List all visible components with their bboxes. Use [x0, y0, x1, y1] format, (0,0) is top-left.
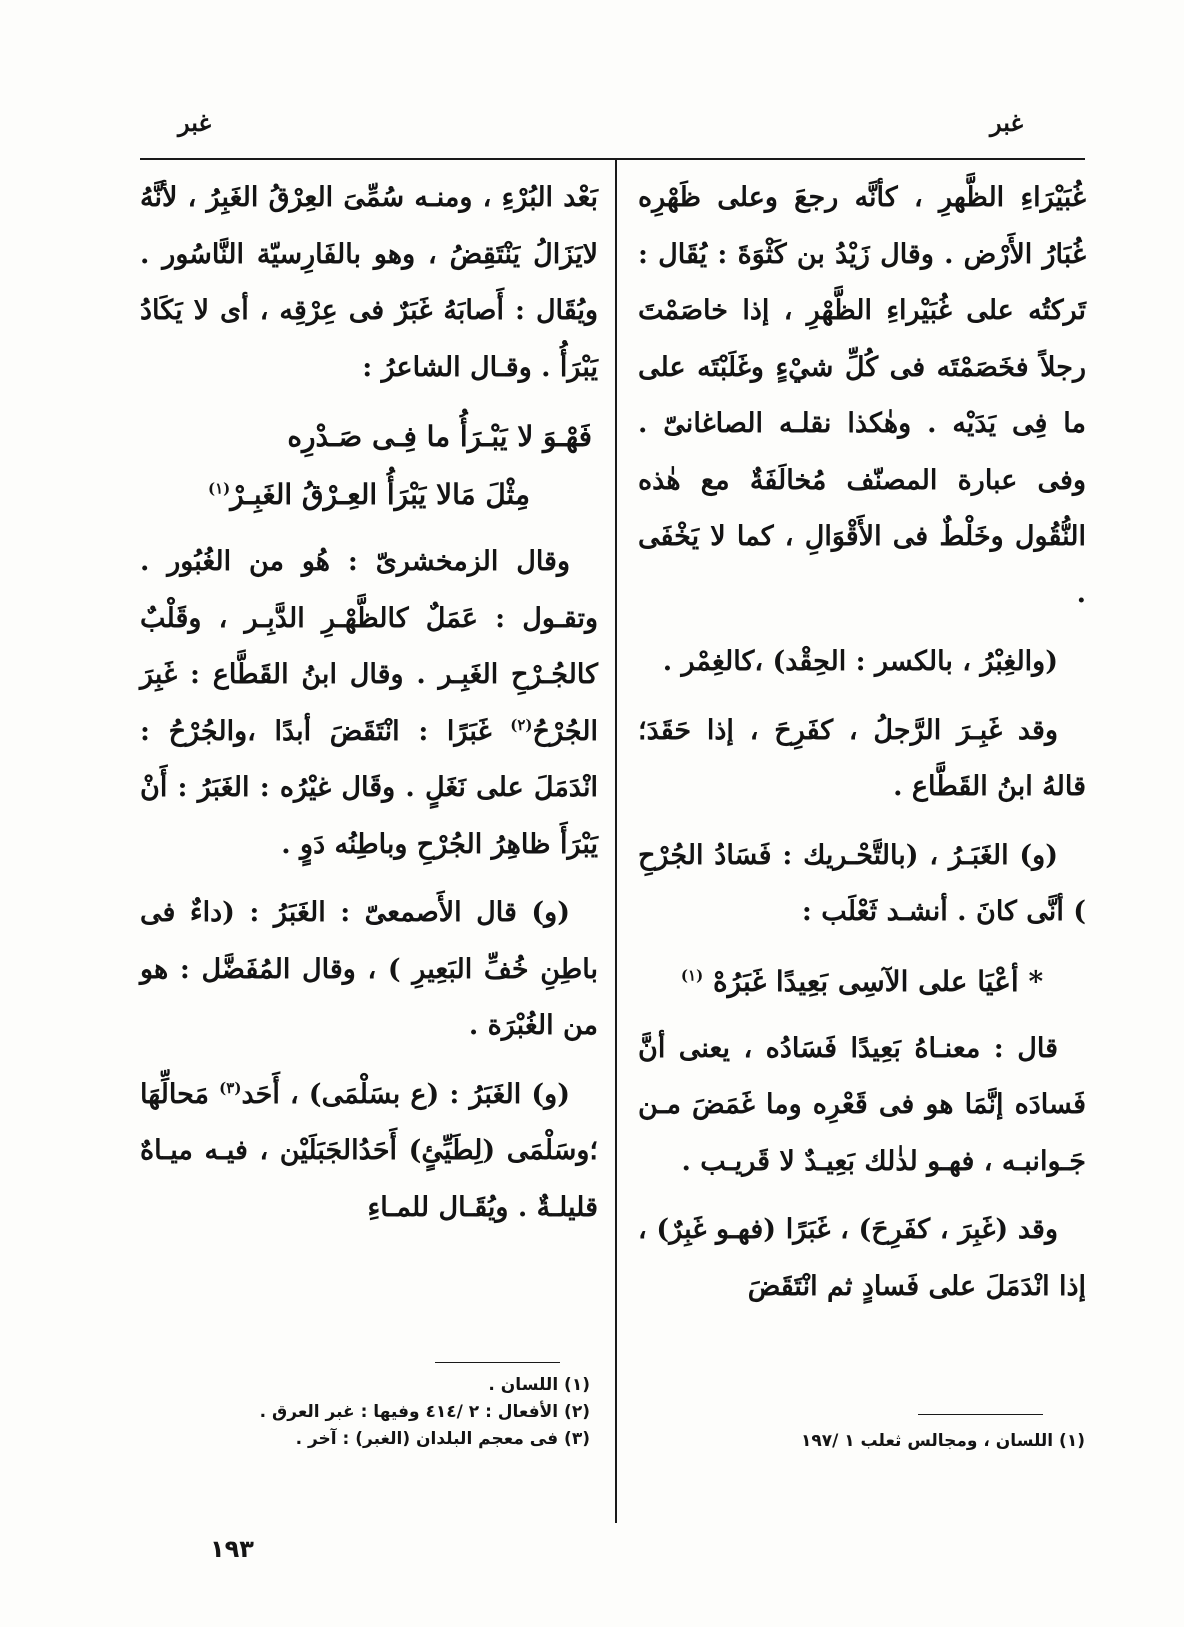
column-divider	[615, 158, 617, 1523]
left-paragraph-4-cont: مَحالِّهَا ؛وسَلْمَى (لِطَيِّئٍ) أَحَدُالجَبَلَيْن ، فيـه ميـاهٌ قليلـةٌ . ويُقَـال للمـاءِ	[140, 1078, 598, 1223]
right-verse-footnote-ref: (١)	[680, 966, 704, 985]
right-column	[638, 170, 1086, 1327]
footnote-left-3: (٣) فى معجم البلدان (الغبر) : آخر .	[295, 1429, 590, 1449]
right-verse-text: * أعْيَا على الآسِى بَعِيدًا غَبَرُهْ	[712, 964, 1044, 998]
footnote-rule-right	[918, 1414, 1043, 1415]
footnotes-left	[140, 1372, 590, 1453]
left-paragraph-4-text: (و) الغَبَرُ : (ع بسَلْمَى) ، أَحَد	[241, 1078, 570, 1110]
left-paragraph-4-footnote-ref: (٣)	[219, 1078, 242, 1097]
left-paragraph-2-footnote-ref: (٢)	[510, 715, 533, 734]
left-verse	[140, 408, 598, 524]
page-number: ١٩٣	[210, 1535, 254, 1563]
right-paragraph-5: قال : معنـاهُ بَعِيدًا فَسَادُه ، يعنى أنَّ فَسادَه إنَّمَا هو فى قَعْرِه وما غَمَضَ مـن جَـوانبـه ، فهـو لذٰلك بَعِيـدٌ لا قَريـب .	[638, 1032, 1086, 1177]
header-left-word: غبر	[178, 108, 212, 137]
left-paragraph-2-text: وقال الزمخشرىّ : هُو من الغُبُور . وتقـول : عَمَلٌ كالظَّهْـرِ الدَّبِـر ، وقَلْبٌ كالجُـرْحِ الغَبِـر . وقال ابنُ القَطَّاع : غَبِرَ الجُرْحُ	[140, 546, 598, 747]
left-paragraph-2-cont: غَبَرًا : انْتَقَضَ أبدًا ،والجُرْحُ : انْدَمَلَ على نَغَلٍ . وقَال غيْرُه : الغَبَرُ : أَنْ يَبْرَأَ ظاهِرُ الجُرْحِ وباطِنُه دَوٍ .	[140, 715, 598, 860]
right-verse	[638, 953, 1086, 1011]
right-paragraph-3: وقد غَبِـرَ الرَّجلُ ، كفَرِحَ ، إذا حَقَدَ؛ قالهُ ابنُ القَطَّاع .	[638, 714, 1086, 802]
left-paragraph-3: (و) قال الأَصمعىّ : الغَبَرُ : (داءٌ فى باطِنِ خُفِّ البَعِيرِ ) ، وقال المُفَضَّل : هو من الغُبْرَة .	[140, 897, 598, 1041]
left-verse-footnote-ref: (١)	[207, 479, 231, 498]
left-verse-line-1: فَهْـوَ لا يَبْـرَأُ ما فِـى صَـدْرِه	[287, 420, 592, 453]
left-column	[140, 170, 598, 1248]
header-right-word: غبر	[990, 108, 1024, 137]
footnote-left-2: (٢) الأفعال : ٢ /٤١٤ وفيها : غبر العرق .	[259, 1402, 590, 1422]
left-paragraph-2	[140, 534, 598, 873]
right-paragraph-1: غُبَيْرَاءِ الظَّهرِ ، كأنَّه رجعَ وعلى ظَهْرِه غُبَارُ الأَرْض . وقال زَيْدُ بن كَثْوَةَ : يُقَال : تَركتُه على غُبَيْراءِ الظَّهْرِ ، إذا خاصَمْتَ رجلاً فخَصَمْتَه فى كُلِّ شيْءٍ وغَلَبْتَه على ما فِى يَدَيْه . وهٰكذا نقلـه الصاغانىّ . وفى عبارة المصنّف مُخالَفَةٌ مع هٰذه النُّقُول وخَلْطٌ فى الأَقْوَالِ ، كما لا يَخْفَى .	[638, 182, 1086, 609]
footnote-rule-left	[435, 1362, 560, 1363]
left-paragraph-1: بَعْد البُرْءِ ، ومنـه سُمِّىَ العِرْقُ الغَبِرُ ، لأنَّهُ لايَزَالُ يَنْتَقِضُ ، وهو بالفَارِسيّة النَّاسُور . ويُقَال : أَصابَهُ غَبَرٌ فى عِرْقِه ، أى لا يَكَادُ يَبْرَأُ . وقـال الشاعرُ :	[140, 182, 598, 383]
right-paragraph-2: (والغِبْرُ ، بالكسر : الحِقْد) ،كالغِمْر .	[662, 646, 1058, 677]
footnote-left-1: (١) اللسان .	[488, 1375, 590, 1395]
left-paragraph-4	[140, 1067, 598, 1237]
left-verse-line-2: مِثْلَ مَالا يَبْرَأُ العِـرْقُ الغَبِـرْ	[230, 478, 530, 511]
right-paragraph-4: (و) الغَبَـرُ ، (بالتَّحْـريك : فَسَادُ الجُرْحِ ) أنَّى كانَ . أنشـد ثَعْلَب :	[638, 839, 1086, 927]
right-paragraph-6: وقد (غَبِرَ ، كفَرِحَ) ، غَبَرًا (فهـو غَبِرٌ) ، إذا انْدَمَلَ على فَسادٍ ثم انْتَقَضَ	[638, 1214, 1086, 1302]
footnotes-right	[640, 1428, 1085, 1455]
footnote-right-1: (١) اللسان ، ومجالس ثعلب ١ /١٩٧	[800, 1431, 1085, 1451]
header-rule	[140, 158, 1085, 160]
